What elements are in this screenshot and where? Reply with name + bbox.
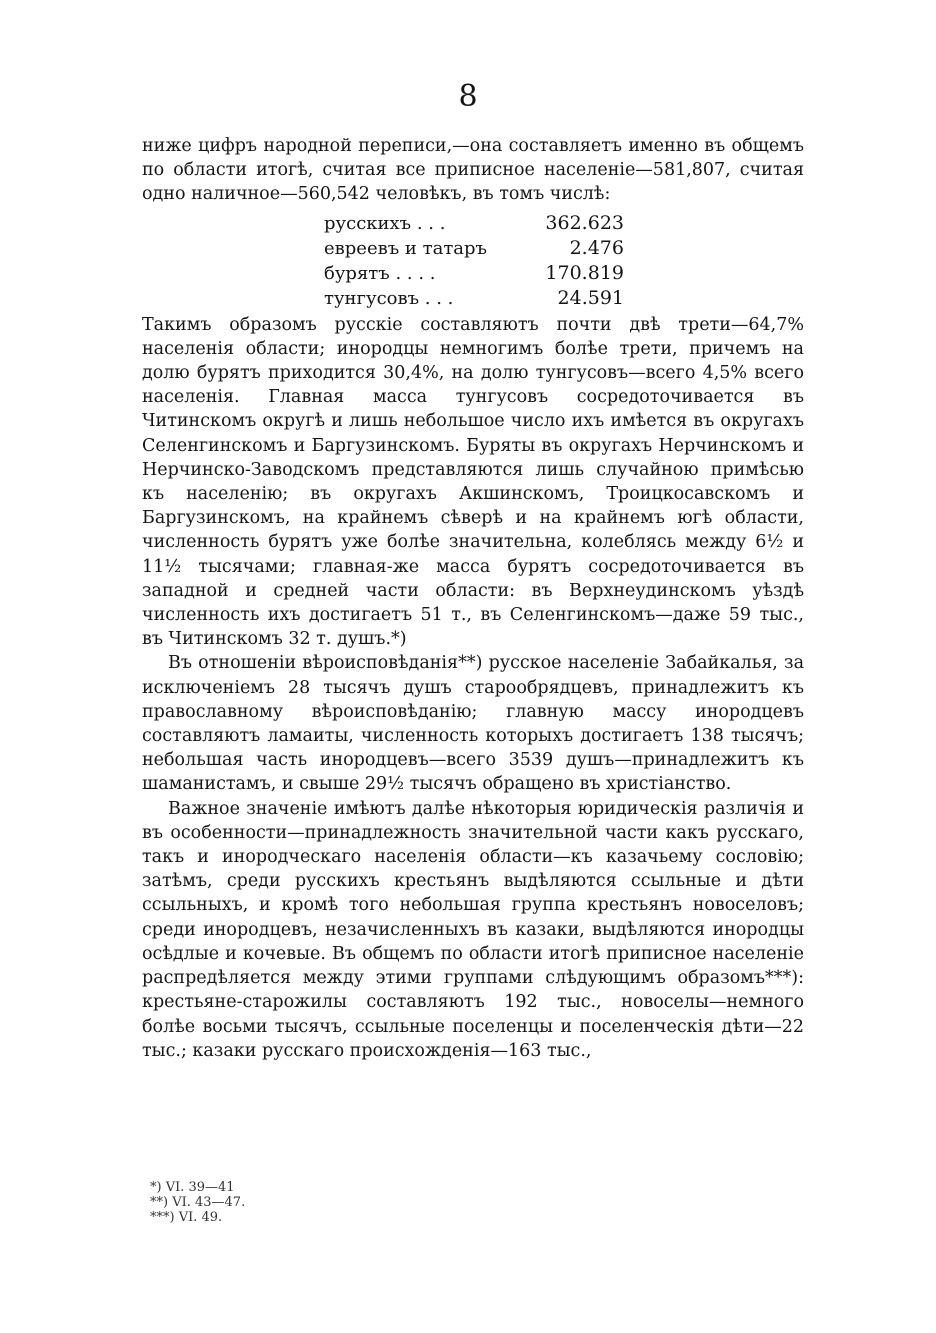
- footnote: **) VI. 43—47.: [150, 1195, 246, 1210]
- table-row-label: тунгусовъ . . .: [324, 287, 454, 309]
- paragraph-ethnic-composition: Такимъ образомъ русскіе составляютъ почти двѣ трети—64,7% населенія области; инородцы немногимъ болѣе трети, причемъ на долю бурятъ приходится 30,4%, на долю тунгусовъ—всего 4,5% всего населенія. Главная масса тунгусовъ сосредоточивается въ Читинскомъ округѣ и лишь небольшое число ихъ имѣется въ округахъ Селенгинскомъ и Баргузинскомъ. Буряты въ округахъ Нерчинскомъ и Нерчинско-Заводскомъ представляются лишь случайною примѣсью къ населенію; въ округахъ Акшинскомъ, Троицкосавскомъ и Баргузинскомъ, на крайнемъ сѣверѣ и на крайнемъ югѣ области, численность бурятъ уже болѣе значительна, колеблясь между 6½ и 11½ тысячами; главная-же масса бурятъ сосредоточивается въ западной и средней части области: въ Верхнеудинскомъ уѣздѣ численность ихъ достигаетъ 51 т., въ Селенгинскомъ—даже 59 тыс., въ Читинскомъ 32 т. душъ.*): [142, 314, 804, 650]
- table-row-value: 2.476: [569, 236, 624, 259]
- table-row-value: 170.819: [545, 261, 624, 284]
- table-row-value: 24.591: [557, 286, 624, 309]
- table-row: [324, 261, 624, 286]
- body-text: [142, 134, 804, 1063]
- table-row-label: русскихъ . . .: [324, 212, 446, 234]
- paragraph-intro: ниже цифръ народной переписи,—она составляетъ именно въ общемъ по области итогѣ, считая все приписное населеніе—581,807, считая одно наличное—560,542 человѣкъ, въ томъ числѣ:: [142, 136, 804, 205]
- table-row-label: евреевъ и татаръ: [324, 237, 487, 259]
- table-row: [324, 286, 624, 311]
- footnote: *) VI. 39—41: [150, 1180, 235, 1195]
- table-row-value: 362.623: [545, 211, 624, 234]
- footnotes: [150, 1180, 350, 1225]
- population-table: [324, 211, 624, 311]
- page-number: 8: [458, 79, 478, 114]
- paragraph-legal-groups: Важное значеніе имѣютъ далѣе нѣкоторыя юридическія различія и въ особенности—принадлежность значительной части какъ русскаго, такъ и инородческаго населенія области—къ казачьему сословію; затѣмъ, среди русскихъ крестьянъ выдѣляются ссыльные и дѣти ссыльныхъ, и кромѣ того небольшая группа крестьянъ новоселовъ; среди инородцевъ, незачисленныхъ въ казаки, выдѣляются инородцы осѣдлые и кочевые. Въ общемъ по области итогѣ приписное населеніе распредѣляется между этими группами слѣдующимъ образомъ***): крестьяне-старожилы составляютъ 192 тыс., новоселы—немного болѣе восьми тысячъ, ссыльные поселенцы и поселенческія дѣти—22 тыс.; казаки русскаго происхожденія—163 тыс.,: [142, 798, 804, 1061]
- table-row-label: бурятъ . . . .: [324, 262, 436, 284]
- paragraph-religion: Въ отношеніи вѣроисповѣданія**) русское населеніе Забайкалья, за исключеніемъ 28 тысячъ душъ старообрядцевъ, принадлежитъ къ православному вѣроисповѣданію; главную массу инородцевъ составляютъ ламаиты, численность которыхъ достигаетъ 138 тысячъ; небольшая часть инородцевъ—всего 3539 душъ—принадлежитъ къ шаманистамъ, и свыше 29½ тысячъ обращено въ христіанство.: [142, 653, 804, 795]
- table-row: [324, 236, 624, 261]
- footnote: ***) VI. 49.: [150, 1210, 223, 1225]
- table-row: [324, 211, 624, 236]
